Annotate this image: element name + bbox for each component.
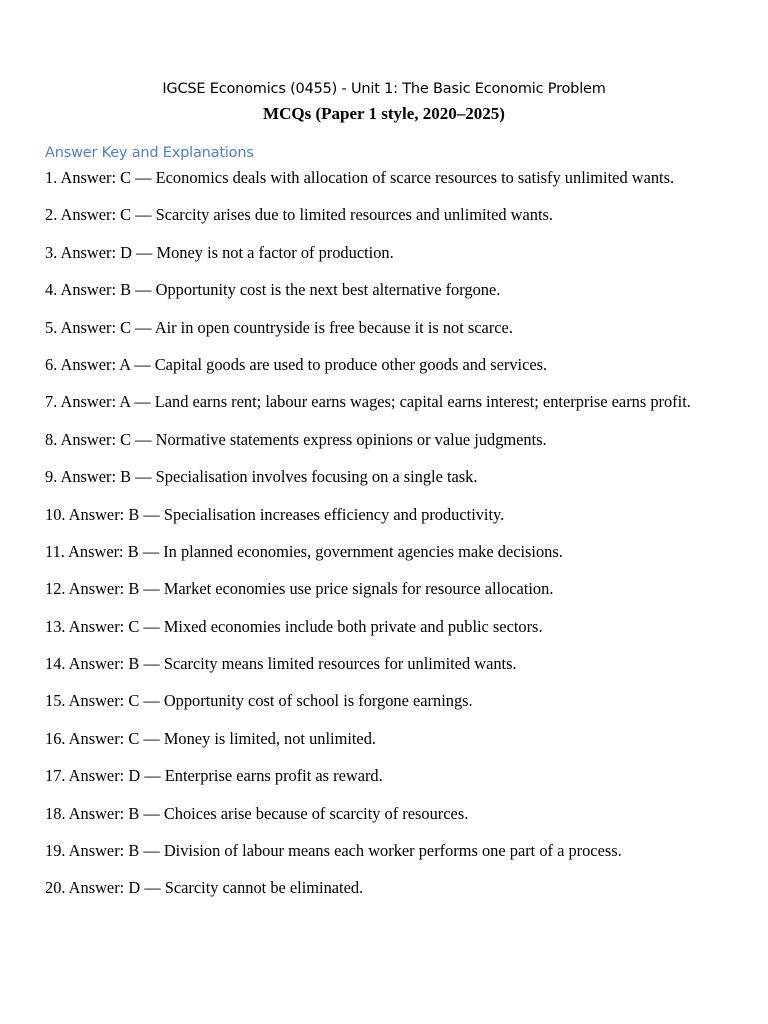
answer-item: 13. Answer: C — Mixed economies include both private and public sectors. <box>45 616 543 636</box>
answer-item: 18. Answer: B — Choices arise because of scarcity of resources. <box>45 803 469 823</box>
answer-item: 9. Answer: B — Specialisation involves focusing on a single task. <box>45 467 478 487</box>
answer-item: 6. Answer: A — Capital goods are used to produce other goods and services. <box>45 354 548 374</box>
answer-item: 1. Answer: C — Economics deals with allocation of scarce resources to satisfy unlimited wants. <box>45 168 675 187</box>
answer-item: 3. Answer: D — Money is not a factor of production. <box>45 242 394 262</box>
answer-item: 20. Answer: D — Scarcity cannot be eliminated. <box>45 878 364 898</box>
answer-item: 12. Answer: B — Market economies use price signals for resource allocation. <box>45 579 554 599</box>
document-subtitle: MCQs (Paper 1 style, 2020–2025) <box>263 104 505 123</box>
answer-item: 16. Answer: C — Money is limited, not unlimited. <box>45 728 376 748</box>
answer-item: 5. Answer: C — Air in open countryside is free because it is not scarce. <box>45 317 513 337</box>
answer-item: 7. Answer: A — Land earns rent; labour earns wages; capital earns interest; enterprise earns profit. <box>45 392 691 412</box>
answer-item: 19. Answer: B — Division of labour means each worker performs one part of a process. <box>45 841 622 861</box>
answer-item: 11. Answer: B — In planned economies, government agencies make decisions. <box>45 541 563 561</box>
answer-key-heading: Answer Key and Explanations <box>45 145 254 161</box>
answer-list <box>45 165 723 900</box>
answer-item: 14. Answer: B — Scarcity means limited resources for unlimited wants. <box>45 654 517 674</box>
answer-item: 8. Answer: C — Normative statements express opinions or value judgments. <box>45 429 547 449</box>
answer-item: 10. Answer: B — Specialisation increases efficiency and productivity. <box>45 504 505 524</box>
answer-item: 2. Answer: C — Scarcity arises due to limited resources and unlimited wants. <box>45 205 554 225</box>
document-title: IGCSE Economics (0455) - Unit 1: The Basic Economic Problem <box>162 81 606 97</box>
answer-item: 4. Answer: B — Opportunity cost is the next best alternative forgone. <box>45 280 501 300</box>
answer-item: 17. Answer: D — Enterprise earns profit as reward. <box>45 766 383 786</box>
answer-item: 15. Answer: C — Opportunity cost of school is forgone earnings. <box>45 691 473 711</box>
